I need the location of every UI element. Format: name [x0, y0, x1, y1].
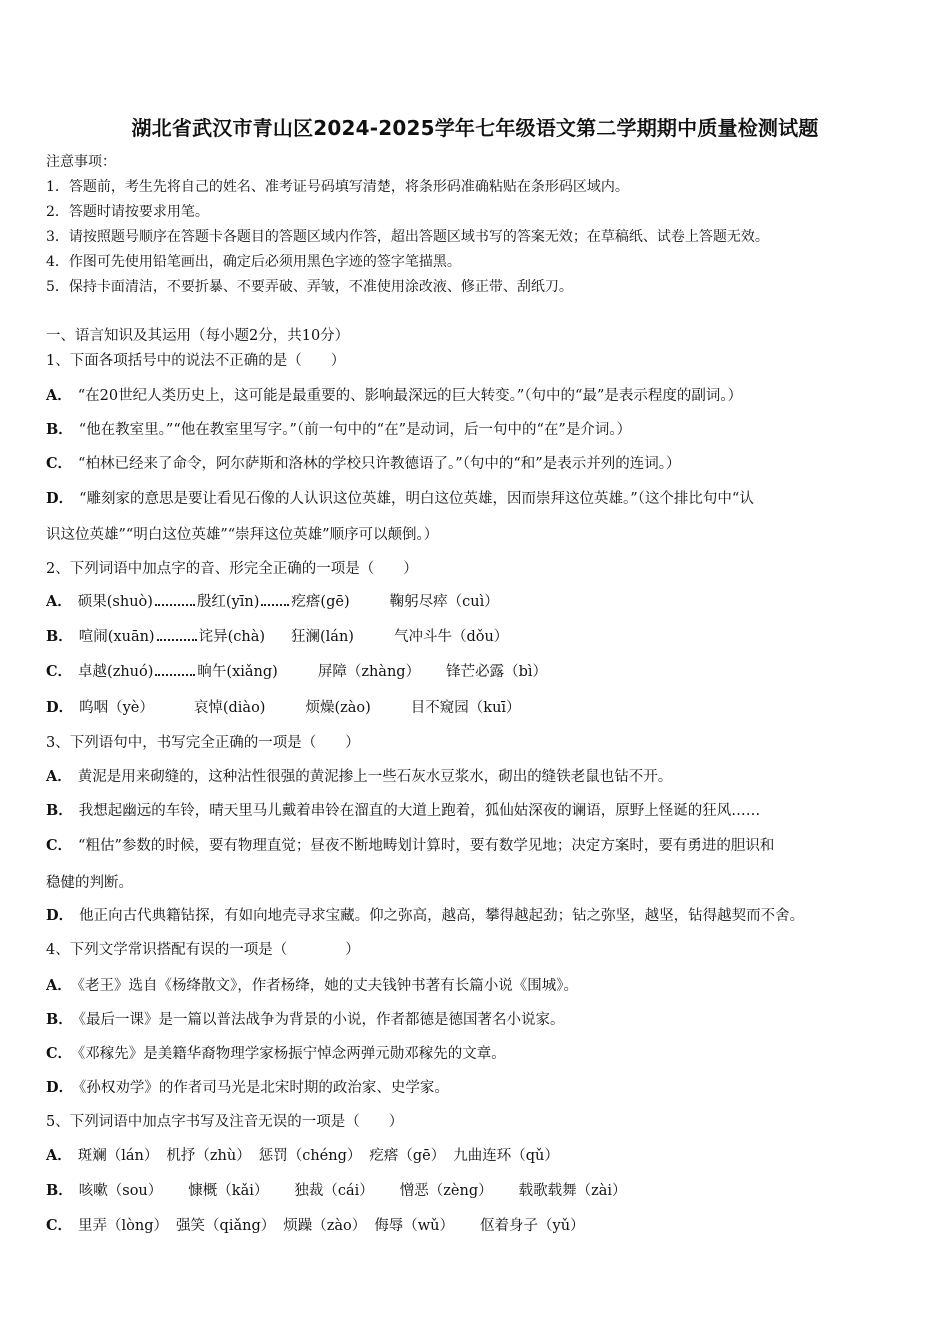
q1-option-a: A． “在20世纪人类历史上，这可能是最重要的、影响最深远的巨大转变。”（句中的“最”是表示程度的副词。） [46, 387, 743, 404]
q5-option-b: B． 咳嗽（sou） 慷概（kǎi） 独裁（cái） 憎恶（zèng） 载歌载舞（zài） [46, 1182, 627, 1199]
q4-option-d: D． 《孙权劝学》的作者司马光是北宋时期的政治家、史学家。 [46, 1079, 449, 1096]
emphasis-dots [157, 637, 197, 641]
q2-option-a: A． 硕果(shuò) 殷红(yīn) 疙瘩(gē) 鞠躬尽瘁（cuì） [46, 593, 499, 610]
section-heading: 一、语言知识及其运用（每小题2分，共10分） [46, 328, 350, 344]
q1-option-d: D． “雕刻家的意思是要让看见石像的人认识这位英雄，明白这位英雄，因而崇拜这位英雄。”（这个排比句中“认 [46, 490, 754, 507]
q3-option-a: A． 黄泥是用来砌缝的，这种沾性很强的黄泥掺上一些石灰水豆浆水，砌出的缝铁老鼠也钻不开。 [46, 768, 673, 785]
page-title: 湖北省武汉市青山区2024-2025学年七年级语文第二学期期中质量检测试题 [131, 116, 819, 140]
q1-option-b: B． “他在教室里。”“他在教室里写字。”（前一句中的“在”是动词，后一句中的“在”是介词。） [46, 421, 632, 438]
notice-heading: 注意事项： [46, 154, 116, 170]
notice-item: 3．请按照题号顺序在答题卡各题目的答题区域内作答，超出答题区域书写的答案无效；在草稿纸、试卷上答题无效。 [46, 229, 769, 245]
question-stem-1: 1、下面各项括号中的说法不正确的是（ ） [46, 353, 346, 369]
q2-option-b: B． 喧闹(xuān) 诧异(chà) 狂澜(lán) 气冲斗牛（dǒu） [46, 628, 509, 645]
notice-item: 2．答题时请按要求用笔。 [46, 204, 209, 220]
question-stem-3: 3、下列语句中，书写完全正确的一项是（ ） [46, 735, 360, 751]
q4-option-a: A． 《老王》选自《杨绛散文》，作者杨绛，她的丈夫钱钟书著有长篇小说《围城》。 [46, 977, 579, 994]
notice-item: 4．作图可先使用铅笔画出，确定后必须用黑色字迹的签字笔描黑。 [46, 254, 461, 270]
emphasis-dots [155, 672, 195, 676]
q4-option-b: B． 《最后一课》是一篇以普法战争为背景的小说，作者都德是德国著名小说家。 [46, 1011, 565, 1028]
emphasis-dots [155, 602, 195, 606]
emphasis-dots [261, 602, 289, 606]
q1-option-d-cont: 识这位英雄”“明白这位英雄”“崇拜这位英雄”顺序可以颠倒。） [46, 527, 439, 543]
q3-option-c-cont: 稳健的判断。 [46, 875, 133, 891]
q3-option-b: B． 我想起幽远的车铃，晴天里马儿戴着串铃在溜直的大道上跑着，狐仙姑深夜的谰语，原野上怪诞的狂风…… [46, 802, 761, 819]
q2-option-d: D． 呜咽（yè） 哀悼(diào) 烦燥(zào) 目不窥园（kuī） [46, 699, 521, 716]
q2-option-c: C． 卓越(zhuó) 晌午(xiǎng) 屏障（zhàng） 锋芒必露（bì） [46, 663, 547, 680]
question-stem-2: 2、下列词语中加点字的音、形完全正确的一项是（ ） [46, 561, 418, 577]
q5-option-a: A． 斑斓（lán） 机抒（zhù） 惩罚（chéng） 疙瘩（gē） 九曲连环（qǔ） [46, 1147, 559, 1164]
q3-option-c: C． “粗估”参数的时候，要有物理直觉；昼夜不断地畴划计算时，要有数学见地；决定方案时，要有勇进的胆识和 [46, 837, 775, 854]
question-stem-5: 5、下列词语中加点字书写及注音无误的一项是（ ） [46, 1114, 404, 1130]
question-stem-4: 4、下列文学常识搭配有误的一项是（ ） [46, 942, 360, 958]
notice-item: 1．答题前，考生先将自己的姓名、准考证号码填写清楚，将条形码准确粘贴在条形码区域内。 [46, 179, 629, 195]
q1-option-c: C． “柏林已经来了命令，阿尔萨斯和洛林的学校只许教德语了。”（句中的“和”是表示并列的连词。） [46, 455, 681, 472]
notice-item: 5．保持卡面清洁，不要折暴、不要弄破、弄皱，不准使用涂改液、修正带、刮纸刀。 [46, 279, 573, 295]
q3-option-d: D． 他正向古代典籍钻探，有如向地壳寻求宝藏。仰之弥高，越高，攀得越起劲；钻之弥坚，越坚，钻得越契而不舍。 [46, 907, 805, 924]
q4-option-c: C． 《邓稼先》是美籍华裔物理学家杨振宁悼念两弹元勋邓稼先的文章。 [46, 1045, 506, 1062]
q5-option-c: C． 里弄（lòng） 强笑（qiǎng） 烦躁（zào） 侮辱（wǔ） 伛着身子（yǔ） [46, 1217, 585, 1234]
